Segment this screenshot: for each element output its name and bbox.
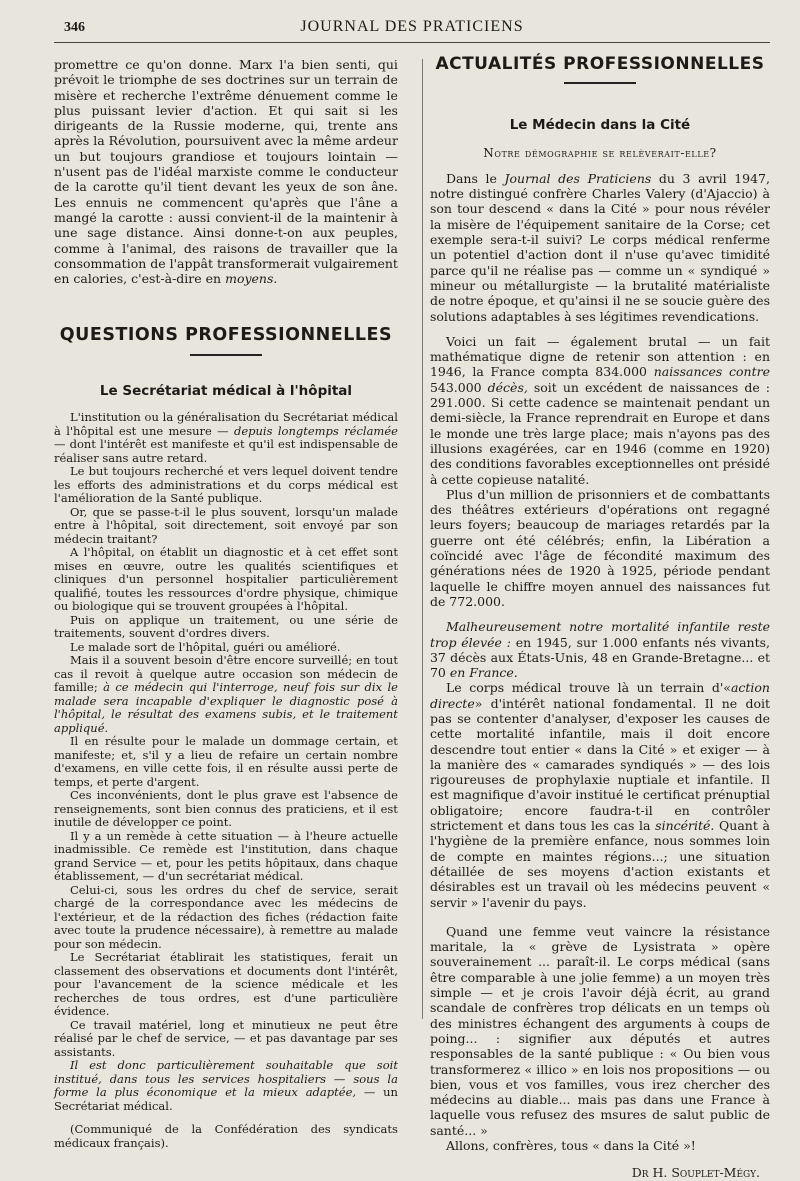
article-body-secretariat bbox=[54, 411, 398, 1150]
paragraph: Puis on applique un traitement, ou une série de traitements, souvent d'ordres divers. bbox=[54, 612, 398, 641]
paragraph: L'institution ou la généralisation du Secrétariat médical à l'hôpital est une mesure — depuis longtemps réclamée — dont l'intérêt est manifeste et qu'il est indispensable de réaliser sans autre retard. bbox=[54, 410, 398, 465]
paragraph: Voici un fait — également brutal — un fait mathématique digne de retenir son attention : en 1946, la France compta 834.000 naissances contre 543.000 décès, soit un excédent de naissances de : 291.000. Si cette cadence se maintenait pendant un demi-siècle, la France reprendrait en Europe et dans le monde une très large place; mais n'ayons pas des illusions exagérées, car en 1946 (comme en 1920) des conditions favorables exceptionnelles ont présidé à cette copieuse natalité. bbox=[429, 333, 770, 487]
section-title-questions: QUESTIONS PROFESSIONNELLES bbox=[59, 325, 393, 346]
paragraph: A l'hôpital, on établit un diagnostic et à cet effet sont mises en œuvre, outre les qualités scientifiques et cliniques d'un personnel hospitalier particulièrement qualifié, toutes les ressources d'ordre physique, chimique ou biologique qui se trouvent groupées à l'hôpital. bbox=[54, 545, 398, 614]
paragraph: Dans le Journal des Praticiens du 3 avril 1947, notre distingué confrère Charles Valery (d'Ajaccio) à son tour descend « dans la Cité » pour nous révéler la misère de l'équipement sanitaire de la Corse; cet exemple sera-t-il suivi? Le corps médical renferme un potentiel d'action dont il n'use qu'avec timidité parce qu'il ne réalise pas — comme un « syndiqué » mineur ou métallurgiste — la brutalité matérialiste de notre époque, et qu'ainsi il ne se soucie guère des solutions adaptables à ses légitimes revendications. bbox=[429, 170, 770, 324]
right-column bbox=[426, 54, 770, 1181]
page-header bbox=[54, 18, 770, 43]
article-title-medecin: Le Médecin dans la Cité bbox=[509, 117, 691, 134]
paragraph: Quand une femme veut vaincre la résistance maritale, la « grève de Lysistrata » opère souverainement ... paraît-il. Le corps médical (sans être comparable à une jolie femme) a un moyen très simple — et je crois l'avoir déjà écrit, au grand scandale de confrères trop délicats en un temps où des ministres échangent des arguments à coups de poing... : signifier aux députés et autres responsables de la santé publique : « Ou bien vous transformerez « illico » en lois nos propositions — ou bien, vous et vos familles, vous irez chercher des médecins au diable... mais pas dans une France à laquelle vous refusez des msures de salut public de santé... » bbox=[429, 923, 770, 1138]
paragraph: Il est donc particulièrement souhaitable que soit institué, dans tous les services hospitaliers — sous la forme la plus économique et la mieux adaptée, — un Secrétariat médical. bbox=[54, 1058, 398, 1113]
article-subheading: Notre démographie se relèverait-elle? bbox=[483, 145, 717, 160]
journal-title: JOURNAL DES PRATICIENS bbox=[300, 18, 524, 35]
paragraph: Mais il a souvent besoin d'être encore surveillé; en tout cas il revoit à quelque autre occasion son médecin de famille; à ce médecin qui l'interroge, neuf fois sur dix le malade sera incapable d'expliquer le diagnostic posé à l'hôpital, le résultat des examens subis, et le traitement appliqué. bbox=[54, 653, 398, 735]
paragraph: Le Secrétariat établirait les statistiques, ferait un classement des observations et documents dont l'intérêt, pour l'avancement de la science médicale et les recherches de tous ordres, est d'une particulière évidence. bbox=[54, 950, 398, 1019]
columns bbox=[54, 54, 770, 1181]
title-rule bbox=[564, 82, 636, 84]
paragraph: Plus d'un million de prisonniers et de combattants des théâtres extérieurs d'opérations ont regagné leurs foyers; beaucoup de mariages retardés par la guerre ont été célébrés; enfin, la Libération a coïncidé avec l'âge de fécondité maximum des générations nées de 1920 à 1925, période pendant laquelle le chiffre moyen annuel des naissances fut de 772.000. bbox=[429, 486, 770, 609]
paragraph: Ces inconvénients, dont le plus grave est l'absence de renseignements, sont bien connus des praticiens, et il est inutile de développer ce point. bbox=[54, 788, 398, 830]
paragraph: Or, que se passe-t-il le plus souvent, lorsqu'un malade entre à l'hôpital, soit directement, soit envoyé par son médecin traitant? bbox=[54, 504, 398, 546]
paragraph: Ce travail matériel, long et minutieux ne peut être réalisé par le chef de service, — et pas davantage par ses assistants. bbox=[54, 1017, 398, 1059]
paragraph: Celui-ci, sous les ordres du chef de service, serait chargé de la correspondance avec les médecins de l'extérieur, et de la rédaction des fiches (rédaction faite avec toute la prudence nécessaire), à remettre au malade pour son médecin. bbox=[54, 882, 398, 951]
paragraph: Le corps médical trouve là un terrain d'«action directe» d'intérêt national fondamental. Il ne doit pas se contenter d'analyser, d'exposer les causes de cette mortalité infantile, mais il doit encore descendre tout entier « dans la Cité » et exiger — à la manière des « camarades syndiqués » — des lois rigoureuses de prophylaxie nuptiale et infantile. Il est magnifique d'avoir institué le certificat prénuptial obligatoire; encore faudra-t-il en contrôler strictement et dans tous les cas la sincérité. Quant à l'hygiène de la première enfance, nous sommes loin de compte en maintes régions...; une situation détaillée de ses moyens d'action existants et désirables est un travail où les médecins peuvent « servir » l'avenir du pays. bbox=[429, 680, 770, 910]
article-title-secretariat: Le Secrétariat médical à l'hôpital bbox=[99, 382, 353, 399]
intro-paragraph: promettre ce qu'on donne. Marx l'a bien senti, qui prévoit le triomphe de ses doctrines sur un terrain de misère et recherche l'extrême dénuement comme le plus puissant levier d'action. Et qui sait si les dirigeants de la Russie moderne, qui, trente ans après la Révolution, poursuivent avec la même ardeur un but toujours grandiose et toujours lointain — n'usent pas de l'idéal marxiste comme le conducteur de la carotte qu'il tient devant les yeux de son âne. Les ennuis ne commencent qu'après que l'âne a mangé la carotte : aussi convient-il de la maintenir à une sage distance. Ainsi donne-t-on aux peuples, comme à l'animal, des raisons de travailler que la consommation de l'appât transformerait vulgairement en calories, c'est-à-dire en moyens. bbox=[54, 57, 398, 287]
left-column bbox=[54, 57, 406, 1181]
page-number: 346 bbox=[64, 20, 85, 35]
title-rule bbox=[190, 354, 262, 356]
paragraph: Le but toujours recherché et vers lequel doivent tendre les efforts des administrations et du corps médical est l'amélioration de la Santé publique. bbox=[54, 464, 398, 506]
author-signature: Dr H. Souplet-Mégy. bbox=[631, 1165, 760, 1181]
paragraph-communique: (Communiqué de la Confédération des syndicats médicaux français). bbox=[54, 1122, 398, 1150]
column-divider bbox=[422, 59, 423, 1019]
paragraph: Le malade sort de l'hôpital, guéri ou amélioré. bbox=[70, 639, 341, 654]
paragraph: Allons, confrères, tous « dans la Cité »! bbox=[445, 1138, 696, 1153]
paragraph: Malheureusement notre mortalité infantile reste trop élevée : en 1945, sur 1.000 enfants nés vivants, 37 décès aux États-Unis, 48 en Grande-Bretagne... et 70 en France. bbox=[429, 619, 770, 681]
paragraph: Il y a un remède à cette situation — à l'heure actuelle inadmissible. Ce remède est l'institution, dans chaque grand Service — et, pour les petits hôpitaux, dans chaque établissement, — d'un secrétariat médical. bbox=[54, 828, 398, 884]
paragraph: Il en résulte pour le malade un dommage certain, et manifeste; et, s'il y a lieu de refaire un certain nombre d'examens, en ville cette fois, il en résulte aussi perte de temps, et perte d'argent. bbox=[54, 734, 398, 789]
section-title-actualites: ACTUALITÉS PROFESSIONNELLES bbox=[435, 54, 765, 74]
